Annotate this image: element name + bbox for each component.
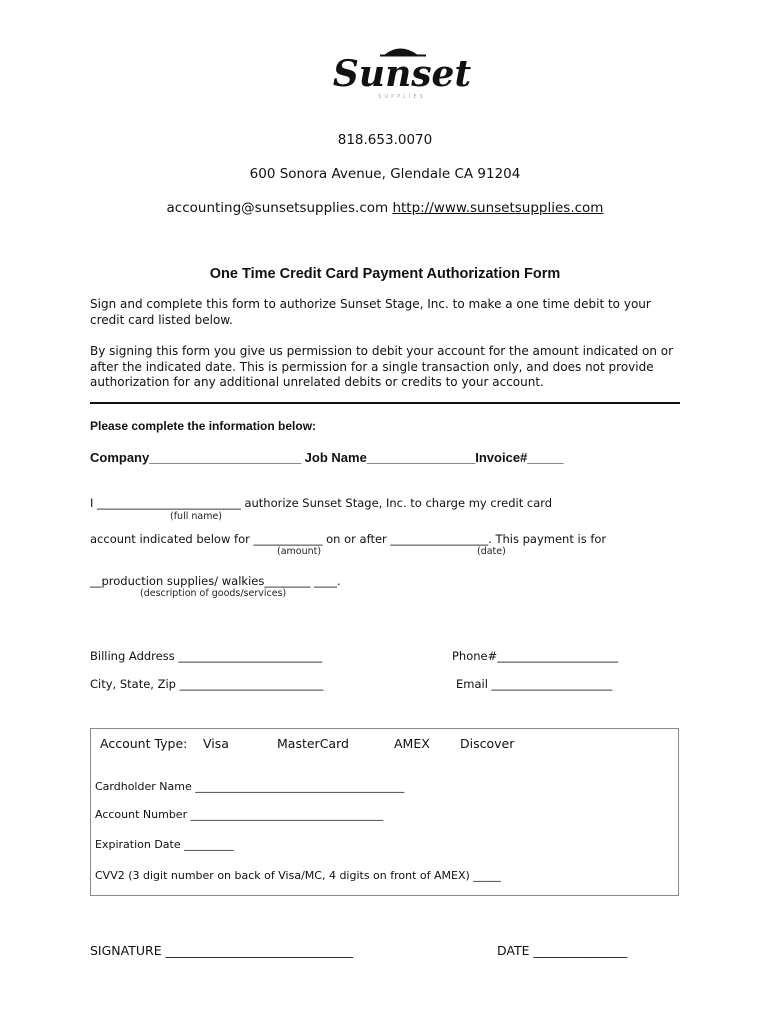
- billing-address-field[interactable]: Billing Address _________________________: [90, 649, 323, 663]
- card-type-discover[interactable]: Discover: [460, 736, 515, 751]
- signature-date-field[interactable]: DATE _______________: [497, 943, 628, 958]
- account-type-label: Account Type:: [100, 736, 188, 751]
- description-line[interactable]: __production supplies/ walkies________ ____.: [90, 574, 341, 588]
- phone-number: 818.653.0070: [337, 132, 433, 148]
- full-name-caption: (full name): [170, 511, 223, 522]
- amount-date-line[interactable]: account indicated below for ____________ on or after _________________. This payment is for: [90, 532, 607, 546]
- email-field[interactable]: Email _____________________: [456, 677, 613, 691]
- intro-paragraph: Sign and complete this form to authorize Sunset Stage, Inc. to make a one time debit to your credit card listed below.: [90, 297, 651, 327]
- city-state-zip-field[interactable]: City, State, Zip _________________________: [90, 677, 324, 691]
- card-type-visa[interactable]: Visa: [203, 736, 229, 751]
- contact-line: [0, 200, 770, 216]
- accounting-email: accounting@sunsetsupplies.com: [166, 200, 389, 216]
- card-type-mastercard[interactable]: MasterCard: [277, 736, 349, 751]
- phone-field[interactable]: Phone#_____________________: [452, 649, 619, 663]
- section-heading: Please complete the information below:: [90, 419, 317, 433]
- svg-text:Sunset: Sunset: [332, 53, 472, 95]
- sunset-supplies-logo: [332, 42, 472, 102]
- date-caption: (date): [477, 546, 506, 557]
- svg-text:SUPPLIES: SUPPLIES: [378, 94, 426, 100]
- sunset-logo-graphic: [332, 42, 472, 102]
- description-caption: (description of goods/services): [140, 588, 287, 599]
- section-divider: [90, 402, 680, 404]
- expiration-date-field[interactable]: Expiration Date _________: [95, 838, 234, 851]
- form-title: One Time Credit Card Payment Authorization Form: [209, 266, 561, 282]
- amount-caption: (amount): [277, 546, 322, 557]
- card-type-amex[interactable]: AMEX: [394, 736, 430, 751]
- account-number-field[interactable]: Account Number ___________________________________: [95, 808, 384, 821]
- cvv2-field[interactable]: CVV2 (3 digit number on back of Visa/MC, 4 digits on front of AMEX) _____: [95, 869, 501, 882]
- company-jobname-invoice-line[interactable]: Company_____________________ Job Name_______________Invoice#_____: [90, 450, 564, 465]
- street-address: 600 Sonora Avenue, Glendale CA 91204: [249, 166, 521, 182]
- cardholder-name-field[interactable]: Cardholder Name ______________________________________: [95, 780, 405, 793]
- permission-paragraph: By signing this form you give us permission to debit your account for the amount indicated on or after the indicated date. This is permission for a single transaction only, and does not provide authorization for any additional unrelated debits or credits to your account.: [90, 344, 674, 389]
- signature-field[interactable]: SIGNATURE ______________________________: [90, 943, 354, 958]
- authorization-line[interactable]: I _________________________ authorize Sunset Stage, Inc. to charge my credit card: [90, 496, 553, 510]
- website-link[interactable]: http://www.sunsetsupplies.com: [392, 200, 604, 216]
